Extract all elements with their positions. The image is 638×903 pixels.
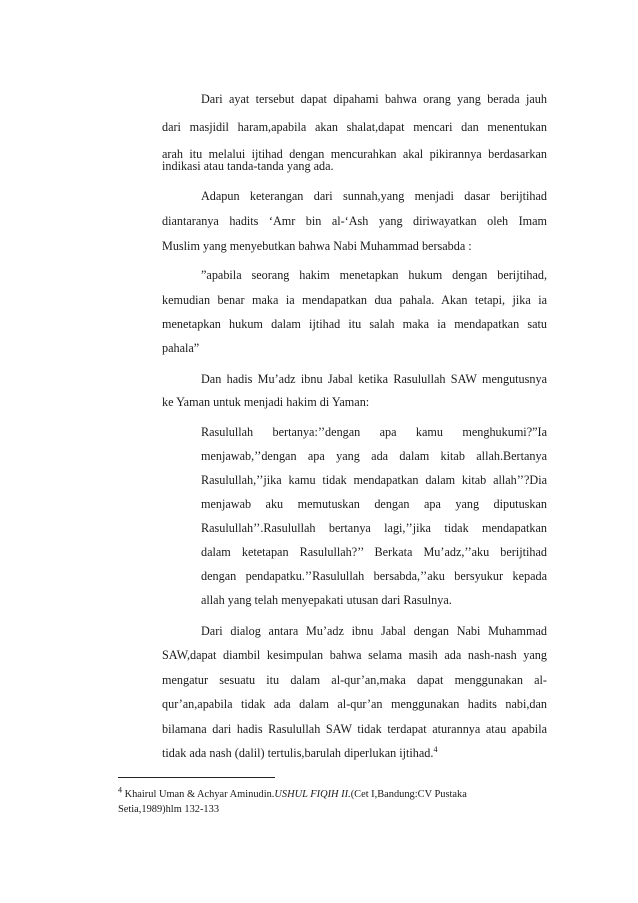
paragraph-5-line-6 xyxy=(162,745,547,761)
paragraph-1-line-4: indikasi atau tanda-tanda yang ada. xyxy=(162,159,334,173)
paragraph-5-line-1: Dari dialog antara Mu’adz ibnu Jabal dengan Nabi Muhammad xyxy=(201,624,547,638)
footnote-title: USHUL FIQIH II. xyxy=(274,789,351,800)
paragraph-1-line-3: arah itu melalui ijtihad dengan mencurahkan akal pikirannya berdasarkan xyxy=(162,147,547,161)
paragraph-5-line-2: SAW,dapat diambil kesimpulan bahwa selama masih ada nash-nash yang xyxy=(162,648,547,662)
paragraph-5-line-4: qur’an,apabila tidak ada dalam al-qur’an menggunakan hadits nabi,dan xyxy=(162,697,547,711)
paragraph-5-line-3: mengatur sesuatu itu dalam al-qur’an,maka dapat menggunakan al- xyxy=(162,673,547,687)
paragraph-2-line-2: diantaranya hadits ‘Amr bin al-‘Ash yang diriwayatkan oleh Imam xyxy=(162,214,547,228)
paragraph-4-line-1: Dan hadis Mu’adz ibnu Jabal ketika Rasulullah SAW mengutusnya xyxy=(201,372,547,386)
quote-line-2: menjawab,’’dengan apa yang ada dalam kitab allah.Bertanya xyxy=(201,449,547,463)
quote-line-6: dalam ketetapan Rasulullah?’’ Berkata Mu’adz,’’aku berijtihad xyxy=(201,545,547,559)
quote-line-7: dengan pendapatku.’’Rasulullah bersabda,’’aku bersyukur kepada xyxy=(201,569,547,583)
footnote-line-2: Setia,1989)hlm 132-133 xyxy=(118,804,220,815)
footnote-reference: 4 xyxy=(433,744,438,754)
quote-line-4: menjawab aku memutuskan dengan apa yang diputuskan xyxy=(201,497,547,511)
footnote-line-1 xyxy=(118,785,467,801)
paragraph-1-line-1: Dari ayat tersebut dapat dipahami bahwa orang yang berada jauh xyxy=(201,92,547,106)
footnote-publication: (Cet I,Bandung:CV Pustaka xyxy=(350,789,467,800)
quote-line-3: Rasulullah,’’jika kamu tidak mendapatkan dalam kitab allah’’?Dia xyxy=(201,473,547,487)
paragraph-5-line-6-text: tidak ada nash (dalil) tertulis,barulah diperlukan ijtihad. xyxy=(162,746,434,760)
quote-line-5: Rasulullah’’.Rasulullah bertanya lagi,’’jika tidak mendapatkan xyxy=(201,521,547,535)
quote-line-1: Rasulullah bertanya:’’dengan apa kamu menghukumi?”Ia xyxy=(201,425,547,439)
paragraph-2-line-1: Adapun keterangan dari sunnah,yang menjadi dasar berijtihad xyxy=(201,189,547,203)
paragraph-3-line-1: ”apabila seorang hakim menetapkan hukum dengan berijtihad, xyxy=(201,268,547,282)
paragraph-3-line-4: pahala” xyxy=(162,341,200,355)
footnote-number: 4 xyxy=(118,785,122,795)
paragraph-1-line-2: dari masjidil haram,apabila akan shalat,dapat mencari dan menentukan xyxy=(162,120,547,134)
footnote-authors: Khairul Uman & Achyar Aminudin. xyxy=(124,789,275,800)
paragraph-3-line-2: kemudian benar maka ia mendapatkan dua pahala. Akan tetapi, jika ia xyxy=(162,293,547,307)
paragraph-3-line-3: menetapkan hukum dalam ijtihad itu salah maka ia mendapatkan satu xyxy=(162,317,547,331)
paragraph-2-line-3: Muslim yang menyebutkan bahwa Nabi Muhammad bersabda : xyxy=(162,239,472,253)
paragraph-5-line-5: bilamana dari hadis Rasulullah SAW tidak terdapat aturannya atau apabila xyxy=(162,722,547,736)
paragraph-4-line-2: ke Yaman untuk menjadi hakim di Yaman: xyxy=(162,395,370,409)
quote-line-8: allah yang telah menyepakati utusan dari Rasulnya. xyxy=(201,593,452,607)
footnote-divider xyxy=(118,777,275,778)
